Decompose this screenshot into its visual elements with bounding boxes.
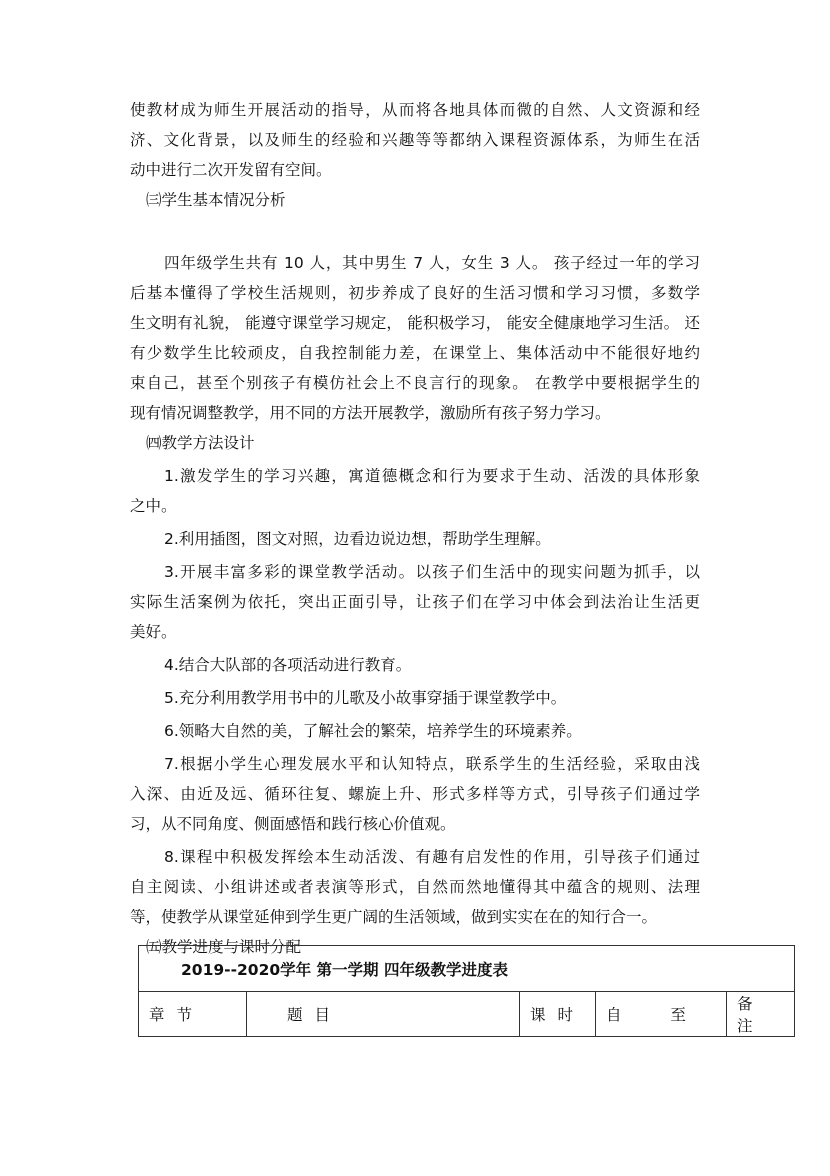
- header-from-to: 自 至: [596, 992, 727, 1037]
- text-line: 3.开展丰富多彩的课堂教学活动。以孩子们生活中的现实问题为抓手，以: [164, 563, 700, 581]
- text-line: 后基本懂得了学校生活规则，初步养成了良好的生活习惯和学习习惯，多数学: [130, 284, 700, 302]
- text-line: 8.课程中积极发挥绘本生动活泼、有趣有启发性的作用，引导孩子们通过: [164, 848, 700, 866]
- text-line: 济、文化背景，以及师生的经验和兴趣等等都纳入课程资源体系，为师生在活: [130, 131, 700, 149]
- text-line: 四年级学生共有 10 人，其中男生 7 人，女生 3 人。 孩子经过一年的学习: [164, 254, 700, 272]
- method-item: [130, 461, 700, 521]
- intro-paragraph: [130, 95, 700, 185]
- student-analysis-paragraph: [130, 248, 700, 428]
- text-line: 自主阅读、小组讲述或者表演等形式，自然而然地懂得其中蕴含的规则、法理: [130, 878, 700, 896]
- method-item: [130, 683, 700, 713]
- document-body: [130, 95, 700, 962]
- section-heading: ㈤教学进度与课时分配: [146, 938, 302, 956]
- text-line: 生文明有礼貌， 能遵守课堂学习规定， 能积极学习， 能安全健康地学习生活。 还: [130, 314, 700, 332]
- text-line: 束自己，甚至个别孩子有模仿社会上不良言行的现象。 在教学中要根据学生的: [130, 374, 700, 392]
- method-item: [130, 650, 700, 680]
- text-line: 6.领略大自然的美，了解社会的繁荣，培养学生的环境素养。: [164, 722, 582, 740]
- method-item: [130, 524, 700, 554]
- text-line: 等，使教学从课堂延伸到学生更广阔的生活领域，做到实实在在的知行合一。: [130, 908, 658, 926]
- section-heading: ㈣教学方法设计: [146, 434, 255, 452]
- text-line: 动中进行二次开发留有空间。: [130, 161, 332, 179]
- section-heading: ㈢学生基本情况分析: [146, 191, 286, 209]
- text-line: 2.利用插图，图文对照，边看边说边想，帮助学生理解。: [164, 530, 551, 548]
- methods-list: [130, 461, 700, 932]
- method-item: [130, 749, 700, 839]
- method-item: [130, 557, 700, 647]
- progress-table: [138, 945, 795, 1037]
- header-hours: 课时: [520, 992, 596, 1037]
- text-line: 使教材成为师生开展活动的指导，从而将各地具体而微的自然、人文资源和经: [130, 101, 700, 119]
- text-line: 实际生活案例为依托，突出正面引导，让孩子们在学习中体会到法治让生活更: [130, 593, 700, 611]
- text-line: 现有情况调整教学，用不同的方法开展教学，激励所有孩子努力学习。: [130, 404, 611, 422]
- text-line: 1.激发学生的学习兴趣，寓道德概念和行为要求于生动、活泼的具体形象: [164, 467, 700, 485]
- text-line: 7.根据小学生心理发展水平和认知特点，联系学生的生活经验，采取由浅: [164, 755, 700, 773]
- text-line: 之中。: [130, 497, 177, 515]
- text-line: 美好。: [130, 623, 177, 641]
- text-line: 5.充分利用教学用书中的儿歌及小故事穿插于课堂教学中。: [164, 689, 567, 707]
- header-topic: 题目: [247, 992, 520, 1037]
- text-line: 习，从不同角度、侧面感悟和践行核心价值观。: [130, 815, 456, 833]
- text-line: 入深、由近及远、循环往复、螺旋上升、形式多样等方式，引导孩子们通过学: [130, 785, 700, 803]
- text-line: 4.结合大队部的各项活动进行教育。: [164, 656, 412, 674]
- method-item: [130, 842, 700, 932]
- header-chapter: 章节: [139, 992, 247, 1037]
- table-title: 2019--2020学年 第一学期 四年级教学进度表: [139, 946, 795, 992]
- method-item: [130, 716, 700, 746]
- header-notes: 备 注: [727, 992, 795, 1037]
- table-header-row: [139, 992, 795, 1037]
- text-line: 有少数学生比较顽皮，自我控制能力差，在课堂上、集体活动中不能很好地约: [130, 344, 700, 362]
